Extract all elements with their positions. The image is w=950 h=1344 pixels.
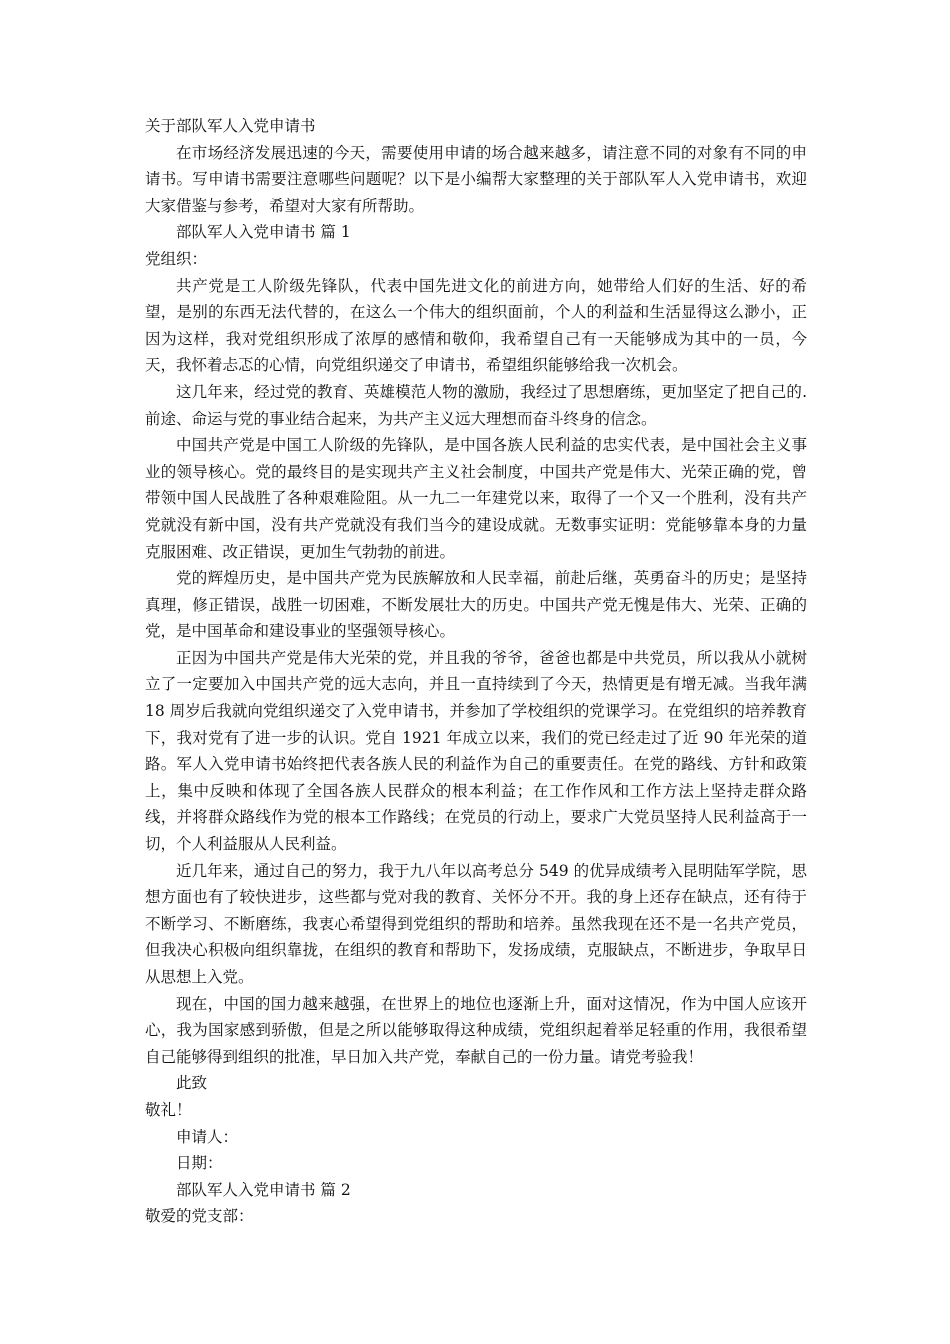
- document-page: [145, 113, 807, 1230]
- article-1-paragraph: 近几年来，通过自己的努力，我于九八年以高考总分 549 的优异成绩考入昆明陆军学院，思想方面也有了较快进步，这些都与党对我的教育、关怀分不开。我的身上还存在缺点，还有待于不断学习、不断磨练，我衷心希望得到党组织的帮助和培养。虽然我现在还不是一名共产党员，但我决心积极向组织靠拢，在组织的教育和帮助下，发扬成绩，克服缺点，不断进步，争取早日从思想上入党。: [145, 861, 807, 986]
- article-1-paragraph: 现在，中国的国力越来越强，在世界上的地位也逐渐上升，面对这情况，作为中国人应该开心，我为国家感到骄傲，但是之所以能够取得这种成绩，党组织起着举足轻重的作用，我很希望自己能够得到组织的批准，早日加入共产党，奉献自己的一份力量。请党考验我！: [145, 994, 807, 1066]
- article-1-paragraph: 中国共产党是中国工人阶级的先锋队，是中国各族人民利益的忠实代表，是中国社会主义事业的领导核心。党的最终目的是实现共产主义社会制度，中国共产党是伟大、光荣正确的党，曾带领中国人民战胜了各种艰难险阻。从一九二一年建党以来，取得了一个又一个胜利，没有共产党就没有新中国，没有共产党就没有我们当今的建设成就。无数事实证明：党能够靠本身的力量克服困难、改正错误，更加生气勃勃的前进。: [145, 436, 807, 561]
- article-2-heading: 部队军人入党申请书 篇 2: [176, 1180, 351, 1199]
- document-title: 关于部队军人入党申请书: [145, 117, 316, 135]
- article-1-paragraph: 共产党是工人阶级先锋队，代表中国先进文化的前进方向，她带给人们好的生活、好的希望，是别的东西无法代替的，在这么一个伟大的组织面前，个人的利益和生活显得这么渺小，正因为这样，我对党组织形成了浓厚的感情和敬仰，我希望自己有一天能够成为其中的一员，今天，我怀着忐忑的心情，向党组织递交了申请书，希望组织能够给我一次机会。: [145, 276, 807, 375]
- applicant-line: 申请人：: [176, 1127, 239, 1146]
- article-1-heading: 部队军人入党申请书 篇 1: [176, 223, 351, 242]
- closing-phrase: 此致: [176, 1074, 208, 1093]
- article-2-salutation: 敬爱的党支部：: [145, 1207, 254, 1226]
- article-1-salutation: 党组织：: [145, 249, 208, 268]
- article-1-paragraph: 正因为中国共产党是伟大光荣的党，并且我的爷爷，爸爸也都是中共党员，所以我从小就树立了一定要加入中国共产党的远大志向，并且一直持续到了今天，热情更是有增无减。当我年满 18 周岁后我就向党组织递交了入党申请书，并参加了学校组织的党课学习。在党组织的培养教育下，我对党有了进一步的认识。党自 1921 年成立以来，我们的党已经走过了近 90 年光荣的道路。军人入党申请书始终把代表各族人民的利益作为自己的重要责任。在党的路线、方针和政策上，集中反映和体现了全国各族人民群众的根本利益；在工作作风和工作方法上坚持走群众路线，并将群众路线作为党的根本工作路线；在党员的行动上，要求广大党员坚持人民利益高于一切，个人利益服从人民利益。: [145, 648, 807, 854]
- date-line: 日期：: [176, 1154, 223, 1173]
- intro-paragraph: 在市场经济发展迅速的今天，需要使用申请的场合越来越多，请注意不同的对象有不同的申请书。写申请书需要注意哪些问题呢？以下是小编帮大家整理的关于部队军人入党申请书，欢迎大家借鉴与参考，希望对大家有所帮助。: [145, 143, 807, 215]
- salute-phrase: 敬礼！: [145, 1100, 192, 1119]
- article-1-paragraph: 这几年来，经过党的教育、英雄模范人物的激励，我经过了思想磨练，更加坚定了把自己的.前途、命运与党的事业结合起来，为共产主义远大理想而奋斗终身的信念。: [145, 382, 807, 428]
- article-1-paragraph: 党的辉煌历史，是中国共产党为民族解放和人民幸福，前赴后继，英勇奋斗的历史；是坚持真理，修正错误，战胜一切困难，不断发展壮大的历史。中国共产党无愧是伟大、光荣、正确的党，是中国革命和建设事业的坚强领导核心。: [145, 569, 807, 641]
